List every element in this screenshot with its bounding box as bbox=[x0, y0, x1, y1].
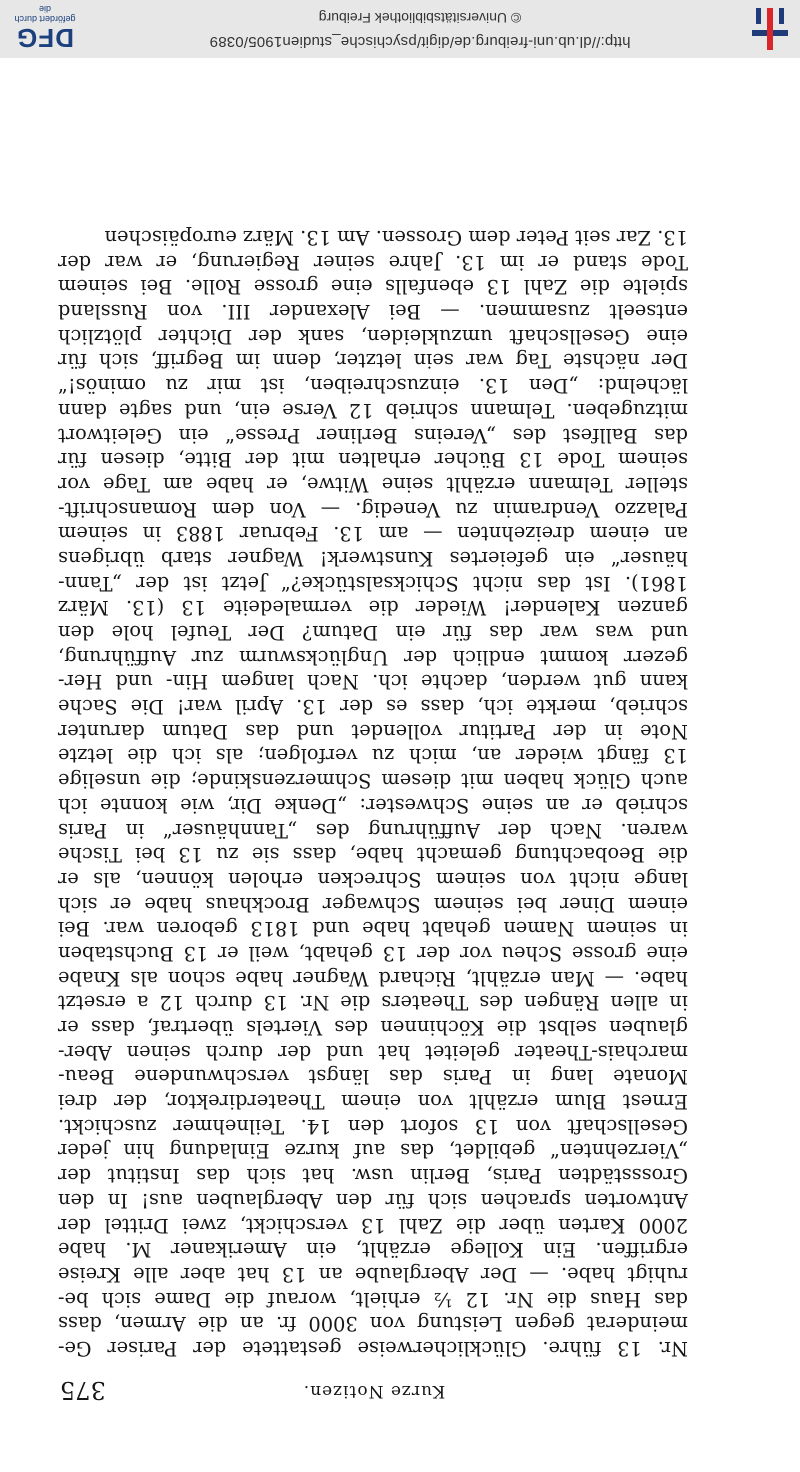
text-line: Antworten sprachen sich für den Aberglauben aus! In den bbox=[58, 1188, 688, 1212]
text-line: Tode stand er im 13. Jahre seiner Regierung, er war der bbox=[58, 250, 688, 274]
text-line: in allen Rängen des Theaters die Nr. 13 durch 12 a ersetzt bbox=[58, 991, 688, 1015]
text-line: ruhigt habe. — Der Aberglaube an 13 hat aber alle Kreise bbox=[58, 1262, 688, 1286]
text-line: Gesellschaft von 13 sofort den 14. Teilnehmer zuschickt. bbox=[58, 1114, 688, 1138]
text-line: das Haus die Nr. 12 ½ erhielt, worauf die Dame sich be- bbox=[58, 1287, 688, 1311]
text-line: häuser“ ein gefeiertes Kunstwerk! Wagner starb übrigens bbox=[58, 547, 688, 570]
copyright-text: © Universitätsbibliothek Freiburg bbox=[318, 10, 522, 26]
text-line: 13. Zar seit Peter dem Grossen. Am 13. März europäischen bbox=[104, 226, 688, 250]
text-line: 13 fängt wieder an, mich zu verfolgen; als ich die letzte bbox=[58, 744, 688, 768]
dfg-sub-label: gefördert durch die bbox=[14, 4, 76, 24]
text-line: in seinem Namen gehabt habe und 1813 geboren war. Bei bbox=[58, 917, 688, 941]
text-line: ergriffen. Ein Kollege erzählt, ein Amerikaner M. habe bbox=[58, 1238, 688, 1262]
text-line: auch Glück haben mit diesem Schmerzenskinde; die unselige bbox=[58, 769, 688, 793]
text-line: Palazzo Vendramin zu Venedig. — Von dem Romanschrift- bbox=[58, 497, 688, 521]
text-line: seinem Tode 13 Bücher erhalten mit der Bitte, diesen für bbox=[58, 448, 688, 472]
text-line: mitzugeben. Telmann schrieb 12 Verse ein, und sagte dann bbox=[58, 398, 688, 422]
article-text bbox=[58, 224, 688, 1360]
text-line: schrieb er an seine Schwester: „Denke Dir, wie konnte ich bbox=[58, 793, 688, 817]
text-line: „Vierzehnten“ gebildet, das auf kurze Einladung hin jeder bbox=[58, 1139, 688, 1163]
text-line: schrieb, merkte ich, dass es der 13. April war! Die Sache bbox=[58, 695, 688, 719]
text-line: lange nicht von seinem Schrecken erholen können, als er bbox=[58, 867, 688, 891]
text-line: marchais-Theater geleitet hat und der durch seinen Aber- bbox=[58, 1040, 688, 1064]
text-line: gezerr kommt endlich der Unglückswurm zur Aufführung, bbox=[58, 645, 688, 669]
text-line: und was war das für ein Datum? Der Teufel hole den bbox=[58, 621, 688, 645]
text-line: entseelt zusammen. — Bei Alexander III. von Russland bbox=[58, 300, 688, 324]
running-header bbox=[60, 1374, 688, 1404]
text-line: einem Diner bei seinem Schwager Brockhaus habe er sich bbox=[58, 892, 688, 916]
text-line: eine grosse Scheu vor der 13 gehabt, weil er 13 Buchstaben bbox=[58, 942, 688, 965]
text-line: lächelnd: „Den 13. einzuschreiben, ist mir zu ominös!“ bbox=[58, 374, 688, 398]
text-line: Note in der Partitur vollendet und das Datum darunter bbox=[58, 719, 688, 743]
text-line: spielte die Zahl 13 ebenfalls eine grosse Rolle. Bei seinem bbox=[58, 275, 688, 299]
dfg-logo bbox=[10, 4, 80, 52]
text-line: an einem dreizehnten — am 13. Februar 1883 in seinem bbox=[58, 522, 688, 546]
library-banner bbox=[0, 0, 800, 58]
text-line: die Beobachtung gemacht habe, dass sie zu 13 bei Tische bbox=[58, 843, 688, 867]
text-line: eine Gesellschaft umzukleiden, sank der Dichter plötzlich bbox=[58, 324, 688, 348]
text-line: Der nächste Tag war sein letzter, denn im Begriff, sich für bbox=[58, 349, 688, 373]
dfg-mark: DFG bbox=[16, 23, 74, 53]
text-line: Monate lang in Paris das längst verschwundene Beau- bbox=[58, 1065, 688, 1089]
text-line: waren. Nach der Aufführung des „Tannhäuser“ in Paris bbox=[58, 818, 688, 842]
text-line: Ernest Blum erzählt von einem Theaterdirektor, der drei bbox=[58, 1090, 688, 1114]
text-line: ganzen Kalender! Wieder die vermaledeite 13 (13. März bbox=[58, 596, 688, 620]
text-line: 1861). Ist das nicht Schicksalstücke?“ Jetzt ist der „Tann- bbox=[58, 571, 688, 595]
text-line: meinderat gegen Leistung von 3000 fr. an die Armen, dass bbox=[58, 1312, 688, 1336]
text-line: das Ballfest des „Vereins Berliner Presse“ ein Geleitwort bbox=[58, 423, 688, 447]
ub-freiburg-logo-icon bbox=[750, 6, 790, 52]
text-line: steller Telmann erzählt seine Witwe, er habe am Tage vor bbox=[58, 472, 688, 496]
text-line: habe. — Man erzählt, Richard Wagner habe schon als Knabe bbox=[58, 966, 688, 990]
text-line: Grossstädten Paris, Berlin usw. hat sich das Institut der bbox=[58, 1164, 688, 1188]
text-line: kann gut werden, dachte ich. Nach langem Hin- und Her- bbox=[58, 670, 688, 694]
source-url-link[interactable]: http://dl.ub.uni-freiburg.de/digit/psychische_studien1905/0389 bbox=[209, 33, 631, 50]
text-line: Nr. 13 führe. Glücklicherweise gestattete der Pariser Ge- bbox=[58, 1337, 688, 1360]
page-number: 375 bbox=[60, 1376, 106, 1404]
text-line: glauben selbst die Köchinnen des Viertels übertraf, dass er bbox=[58, 1016, 688, 1040]
page-title: Kurze Notizen. bbox=[302, 1381, 446, 1401]
text-line: 2000 Karten über die Zahl 13 verschickt, zwei Drittel der bbox=[58, 1213, 688, 1237]
